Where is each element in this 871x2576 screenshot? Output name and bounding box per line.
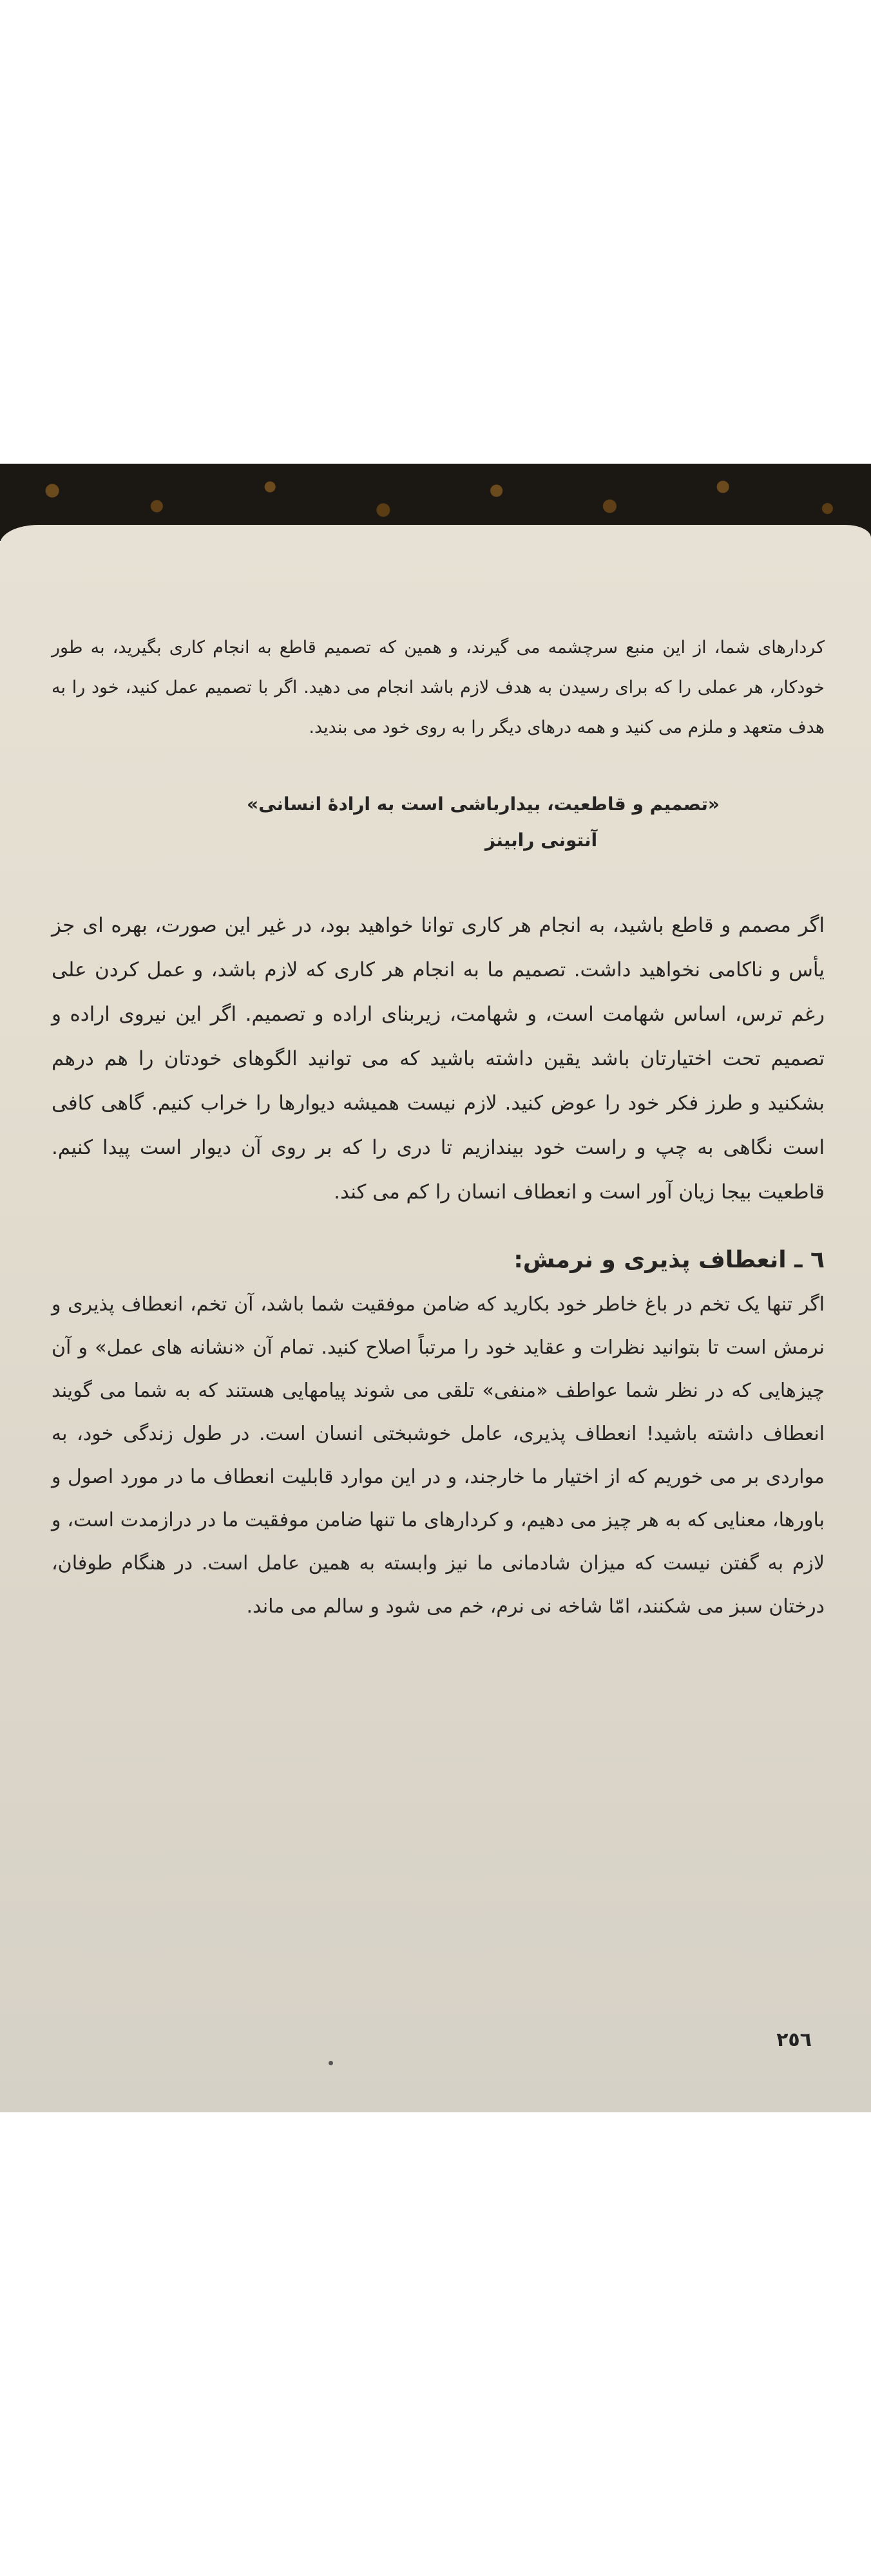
paragraph-3: اگر تنها یک تخم در باغ خاطر خود بکارید که ضامن موفقیت شما باشد، آن تخم، انعطاف پذیری و نرمش است تا بتوانید نظرات و عقاید خود را مرتباً اصلاح کنید. تمام آن «نشانه های عمل» و آن چیزهایی که در نظر شما عواطف «منفی» تلقی می شوند پیامهایی هستند که به شما می گویند انعطاف داشته باشید! انعطاف پذیری، عامل خوشبختی انسان است. در طول زندگی خود، به مواردی بر می خوریم که از اختیار ما خارجند، و در این موارد قابلیت انعطاف ما در مورد اصول و باورها، معنایی که به هر چیز می دهیم، و کردارهای ما تنها ضامن موفقیت ما در درازمدت است، و لازم به گفتن نیست که میزان شادمانی ما نیز وابسته به همین عامل است. در هنگام طوفان، درختان سبز می شکنند، امّا شاخه نی نرم، خم می شود و سالم می ماند. xyxy=(52,1293,825,1618)
top-blank-area xyxy=(0,0,871,464)
quote-block xyxy=(52,786,825,858)
book-page xyxy=(0,525,871,2112)
quote-author: آنتونی رابینز xyxy=(484,829,598,851)
page-dot xyxy=(329,2061,333,2065)
paragraph-2: اگر مصمم و قاطع باشید، به انجام هر کاری توانا خواهید بود، در غیر این صورت، بهره ای جز یأس و ناکامی نخواهید داشت. تصمیم ما به انجام هر کاری که لازم باشد، و عمل کردن علی رغم ترس، اساس شهامت است، و شهامت، زیربنای اراده و تصمیم. اگر این نیروی اراده و تصمیم تحت اختیارتان باشد یقین داشته باشید که می توانید الگوهای خودتان را هم درهم بشکنید و طرز فکر خود را عوض کنید. لازم نیست همیشه دیوارها را خراب کنیم. گاهی کافی است نگاهی به چپ و راست خود بیندازیم تا دری را که بر روی آن دیوار است پیدا کنیم. قاطعیت بیجا زیان آور است و انعطاف انسان را کم می کند. xyxy=(52,914,825,1204)
paragraph-1: کردارهای شما، از این منبع سرچشمه می گیرند، و همین که تصمیم قاطع به انجام کاری بگیرید، به طور خودکار، هر عملی را که برای رسیدن به هدف لازم باشد انجام می دهید. اگر با تصمیم عمل کنید، خود را به هدف متعهد و ملزم می کنید و همه درهای دیگر را به روی خود می بندید. xyxy=(52,638,825,737)
page-content xyxy=(52,628,825,1628)
page-number: ٢٥٦ xyxy=(776,2029,812,2051)
section-heading: ٦ ـ انعطاف پذیری و نرمش: xyxy=(513,1247,825,1273)
bottom-blank-area xyxy=(0,2112,871,2576)
quote-text: «تصمیم و قاطعیت، بیدارباشی است به ارادهٔ انسانی» xyxy=(247,793,720,815)
